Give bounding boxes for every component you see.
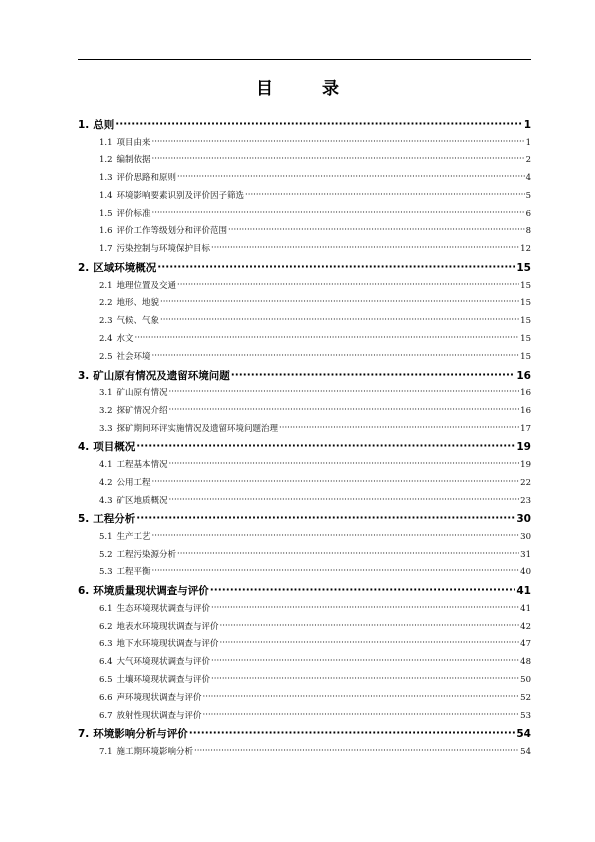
toc-entry-label: 矿山原有情况及遗留环境问题 <box>93 369 230 382</box>
toc-dot-leader <box>231 369 516 381</box>
toc-section-entry[interactable] <box>78 745 531 763</box>
toc-entry-number: 1.7 <box>99 244 113 255</box>
toc-dot-leader <box>169 405 520 415</box>
toc-entry-number: 2.1 <box>99 280 113 291</box>
toc-section-entry[interactable] <box>78 548 531 566</box>
toc-dot-leader <box>211 674 519 684</box>
toc-dot-leader <box>189 727 516 739</box>
toc-dot-leader <box>157 261 515 273</box>
toc-entry-number: 6.6 <box>99 692 113 703</box>
toc-entry-label: 矿区地质概况 <box>116 495 168 506</box>
toc-section-entry[interactable] <box>78 404 531 422</box>
toc-section-entry[interactable] <box>78 314 531 332</box>
toc-section-entry[interactable] <box>78 207 531 225</box>
toc-entry-label: 探矿期间环评实施情况及遗留环境问题治理 <box>116 423 279 434</box>
toc-section-entry[interactable] <box>78 386 531 404</box>
toc-section-entry[interactable] <box>78 350 531 368</box>
toc-entry-page-number: 15 <box>520 333 531 344</box>
toc-chapter-entry[interactable] <box>78 511 531 530</box>
toc-entry-page-number: 5 <box>525 190 531 201</box>
toc-section-entry[interactable] <box>78 476 531 494</box>
toc-chapter-entry[interactable] <box>78 117 531 136</box>
toc-section-entry[interactable] <box>78 279 531 297</box>
toc-dot-leader <box>194 746 519 756</box>
toc-entry-label: 评价标准 <box>116 208 151 219</box>
toc-dot-leader <box>211 243 519 253</box>
toc-entry-number: 6.2 <box>99 621 113 632</box>
toc-entry-number: 1. <box>78 119 90 131</box>
toc-entry-page-number: 22 <box>520 477 531 488</box>
toc-dot-leader <box>152 154 525 164</box>
toc-entry-label: 污染控制与环境保护目标 <box>116 244 211 255</box>
toc-section-entry[interactable] <box>78 655 531 673</box>
toc-entry-page-number: 19 <box>516 441 531 454</box>
toc-dot-leader <box>160 297 519 307</box>
toc-entry-number: 5.3 <box>99 567 113 578</box>
toc-dot-leader <box>177 549 519 559</box>
toc-section-entry[interactable] <box>78 602 531 620</box>
toc-entry-label: 区域环境概况 <box>93 262 157 275</box>
toc-dot-leader <box>160 315 519 325</box>
toc-entry-number: 1.1 <box>99 137 113 148</box>
toc-entry-page-number: 16 <box>520 405 531 416</box>
toc-entry-label: 环境影响分析与评价 <box>93 728 188 741</box>
toc-chapter-entry[interactable] <box>78 726 531 745</box>
toc-entry-page-number: 30 <box>520 531 531 542</box>
toc-chapter-entry[interactable] <box>78 439 531 458</box>
toc-dot-leader <box>136 512 515 524</box>
toc-entry-page-number: 6 <box>525 208 531 219</box>
toc-entry-page-number: 41 <box>516 585 531 598</box>
toc-dot-leader <box>203 692 520 702</box>
toc-entry-number: 4.3 <box>99 495 113 506</box>
toc-section-entry[interactable] <box>78 620 531 638</box>
toc-section-entry[interactable] <box>78 673 531 691</box>
toc-entry-page-number: 15 <box>516 262 531 275</box>
toc-dot-leader <box>211 656 519 666</box>
toc-entry-number: 4.1 <box>99 459 113 470</box>
toc-entry-number: 6.3 <box>99 639 113 650</box>
toc-entry-page-number: 15 <box>520 298 531 309</box>
toc-entry-number: 6. <box>78 585 90 598</box>
toc-dot-leader <box>152 137 525 147</box>
toc-entry-label: 公用工程 <box>116 477 151 488</box>
toc-dot-leader <box>136 440 515 452</box>
toc-entry-number: 1.5 <box>99 208 113 219</box>
toc-entry-page-number: 15 <box>520 351 531 362</box>
toc-entry-label: 生产工艺 <box>116 531 151 542</box>
toc-entry-number: 6.1 <box>99 603 113 614</box>
toc-section-entry[interactable] <box>78 189 531 207</box>
toc-entry-page-number: 23 <box>520 495 531 506</box>
toc-dot-leader <box>152 351 520 361</box>
toc-entry-label: 工程污染源分析 <box>116 549 177 560</box>
toc-entry-number: 2.2 <box>99 298 113 309</box>
toc-dot-leader <box>152 208 525 218</box>
toc-entry-page-number: 16 <box>516 369 531 382</box>
toc-entry-page-number: 47 <box>520 639 531 650</box>
toc-entry-page-number: 40 <box>520 567 531 578</box>
toc-dot-leader <box>169 459 520 469</box>
toc-entry-number: 5. <box>78 513 90 526</box>
toc-entry-label: 水文 <box>116 333 134 344</box>
toc-entry-page-number: 16 <box>520 388 531 399</box>
toc-entry-page-number: 12 <box>520 244 531 255</box>
toc-entry-page-number: 2 <box>525 155 531 166</box>
toc-entry-number: 4. <box>78 441 90 454</box>
toc-entry-label: 工程平衡 <box>116 567 151 578</box>
toc-dot-leader <box>177 172 525 182</box>
toc-entry-label: 编制依据 <box>116 155 151 166</box>
toc-section-entry[interactable] <box>78 494 531 512</box>
toc-entry-page-number: 41 <box>520 603 531 614</box>
toc-chapter-entry[interactable] <box>78 583 531 602</box>
toc-entry-label: 生态环境现状调查与评价 <box>116 603 211 614</box>
toc-section-entry[interactable] <box>78 709 531 727</box>
toc-entry-page-number: 30 <box>516 513 531 526</box>
toc-entry-page-number: 15 <box>520 316 531 327</box>
toc-entry-page-number: 50 <box>520 674 531 685</box>
toc-entry-page-number: 15 <box>520 280 531 291</box>
toc-entry-label: 环境质量现状调查与评价 <box>93 585 209 598</box>
toc-entry-page-number: 54 <box>520 746 531 757</box>
toc-section-entry[interactable] <box>78 637 531 655</box>
toc-section-entry[interactable] <box>78 242 531 260</box>
toc-section-entry[interactable] <box>78 136 531 154</box>
toc-chapter-entry[interactable] <box>78 260 531 279</box>
toc-entry-number: 1.6 <box>99 226 113 237</box>
toc-entry-number: 1.4 <box>99 190 113 201</box>
toc-dot-leader <box>245 190 525 200</box>
toc-entry-label: 地下水环境现状调查与评价 <box>116 639 219 650</box>
toc-dot-leader <box>220 638 520 648</box>
page-title: 目 录 <box>256 79 355 99</box>
toc-section-entry[interactable] <box>78 458 531 476</box>
toc-entry-label: 社会环境 <box>116 351 151 362</box>
table-of-contents <box>78 117 531 763</box>
toc-section-entry[interactable] <box>78 224 531 242</box>
toc-entry-number: 5.1 <box>99 531 113 542</box>
toc-entry-page-number: 1 <box>523 119 531 131</box>
header-rule <box>78 59 531 60</box>
toc-section-entry[interactable] <box>78 530 531 548</box>
toc-entry-page-number: 8 <box>525 226 531 237</box>
toc-entry-label: 评价思路和原则 <box>116 173 177 184</box>
toc-entry-page-number: 19 <box>520 459 531 470</box>
toc-entry-page-number: 54 <box>516 728 531 741</box>
toc-entry-page-number: 48 <box>520 657 531 668</box>
toc-dot-leader <box>279 423 519 433</box>
toc-entry-number: 1.3 <box>99 173 113 184</box>
toc-entry-number: 3.1 <box>99 388 113 399</box>
toc-dot-leader <box>228 225 525 235</box>
toc-dot-leader <box>211 603 519 613</box>
toc-chapter-entry[interactable] <box>78 368 531 387</box>
toc-entry-label: 地表水环境现状调查与评价 <box>116 621 219 632</box>
toc-entry-label: 评价工作等级划分和评价范围 <box>116 226 228 237</box>
toc-section-entry[interactable] <box>78 691 531 709</box>
toc-entry-number: 2.5 <box>99 351 113 362</box>
toc-entry-label: 土壤环境现状调查与评价 <box>116 674 211 685</box>
toc-entry-page-number: 17 <box>520 423 531 434</box>
toc-section-entry[interactable] <box>78 171 531 189</box>
toc-entry-number: 2.3 <box>99 316 113 327</box>
toc-entry-label: 环境影响要素识别及评价因子筛选 <box>116 190 245 201</box>
toc-entry-page-number: 31 <box>520 549 531 560</box>
toc-entry-number: 4.2 <box>99 477 113 488</box>
toc-entry-number: 6.4 <box>99 657 113 668</box>
toc-entry-label: 施工期环境影响分析 <box>116 746 194 757</box>
toc-dot-leader <box>152 531 520 541</box>
toc-entry-label: 总则 <box>93 119 115 131</box>
toc-dot-leader <box>220 621 520 631</box>
toc-dot-leader <box>203 710 520 720</box>
toc-entry-number: 3. <box>78 369 90 382</box>
toc-entry-label: 放射性现状调查与评价 <box>116 710 202 721</box>
toc-entry-number: 1.2 <box>99 155 113 166</box>
toc-entry-label: 项目概况 <box>93 441 136 454</box>
toc-entry-label: 气候、气象 <box>116 316 160 327</box>
toc-section-entry[interactable] <box>78 296 531 314</box>
toc-entry-label: 工程分析 <box>93 513 136 526</box>
toc-entry-page-number: 53 <box>520 710 531 721</box>
toc-entry-label: 声环境现状调查与评价 <box>116 692 202 703</box>
toc-section-entry[interactable] <box>78 332 531 350</box>
toc-entry-label: 地形、地貌 <box>116 298 160 309</box>
toc-dot-leader <box>135 333 520 343</box>
toc-entry-number: 7.1 <box>99 746 113 757</box>
toc-entry-label: 矿山原有情况 <box>116 388 168 399</box>
toc-entry-label: 地理位置及交通 <box>116 280 177 291</box>
toc-entry-page-number: 4 <box>525 173 531 184</box>
toc-entry-number: 2. <box>78 262 90 275</box>
toc-dot-leader <box>169 495 520 505</box>
toc-entry-number: 7. <box>78 728 90 741</box>
toc-dot-leader <box>169 387 520 397</box>
toc-dot-leader <box>177 280 519 290</box>
toc-dot-leader <box>152 566 520 576</box>
toc-dot-leader <box>210 584 516 596</box>
toc-entry-number: 2.4 <box>99 333 113 344</box>
toc-entry-number: 6.5 <box>99 674 113 685</box>
toc-entry-label: 项目由来 <box>116 137 151 148</box>
toc-entry-number: 3.2 <box>99 405 113 416</box>
toc-section-entry[interactable] <box>78 153 531 171</box>
toc-dot-leader <box>115 118 522 130</box>
toc-entry-number: 6.7 <box>99 710 113 721</box>
toc-section-entry[interactable] <box>78 565 531 583</box>
toc-dot-leader <box>152 477 520 487</box>
toc-entry-label: 探矿情况介绍 <box>116 405 168 416</box>
toc-entry-page-number: 42 <box>520 621 531 632</box>
toc-entry-label: 工程基本情况 <box>116 459 168 470</box>
toc-entry-number: 5.2 <box>99 549 113 560</box>
toc-entry-page-number: 1 <box>525 137 531 148</box>
toc-entry-number: 3.3 <box>99 423 113 434</box>
toc-entry-label: 大气环境现状调查与评价 <box>116 657 211 668</box>
toc-entry-page-number: 52 <box>520 692 531 703</box>
toc-section-entry[interactable] <box>78 422 531 440</box>
